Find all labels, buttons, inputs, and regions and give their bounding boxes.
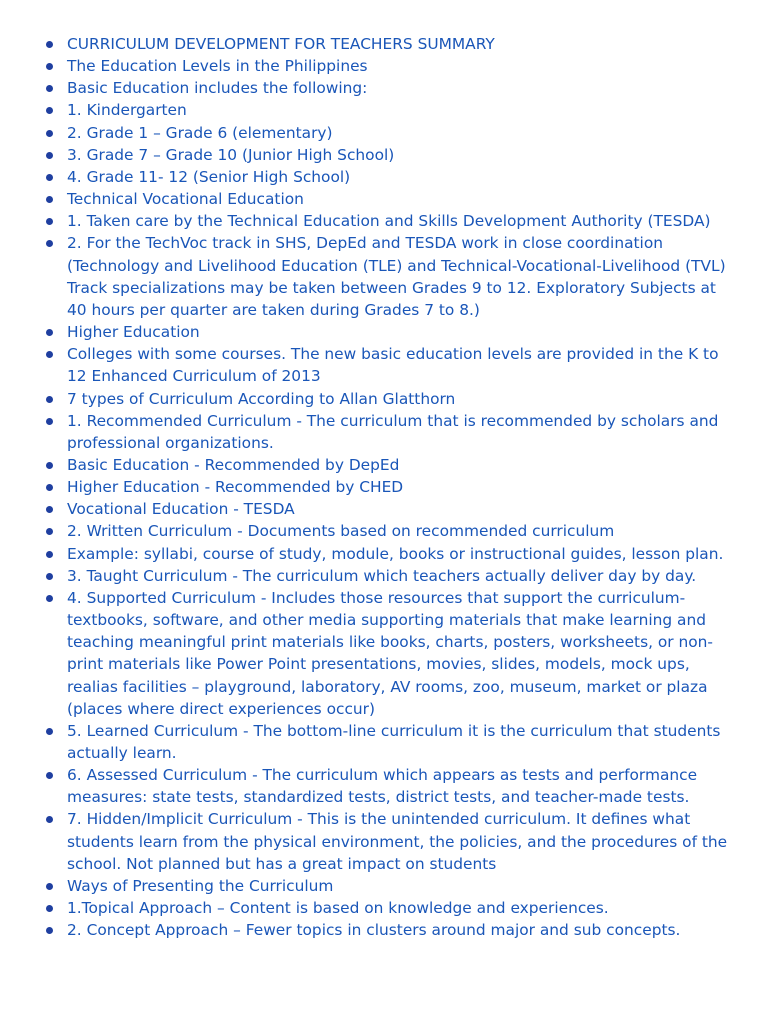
list-item-text: Higher Education xyxy=(67,323,200,342)
list-item-text: 1. Kindergarten xyxy=(67,101,187,120)
list-item xyxy=(0,232,768,321)
list-item-text: 7 types of Curriculum According to Allan Glatthorn xyxy=(67,389,456,408)
list-item xyxy=(0,77,768,99)
list-item-text: The Education Levels in the Philippines xyxy=(67,57,368,76)
list-item xyxy=(0,565,768,587)
bullet-dot-icon xyxy=(46,728,53,735)
list-item xyxy=(0,410,768,454)
bullet-dot-icon xyxy=(46,396,53,403)
list-item xyxy=(0,343,768,387)
list-item xyxy=(0,476,768,498)
bullet-dot-icon xyxy=(46,418,53,425)
list-item-text: 2. For the TechVoc track in SHS, DepEd and TESDA work in close coordination (Technology and Livelihood Education (TLE) and Technical-Vocational-Livelihood (TVL) Track specializations may be taken between Grades 9 to 12. Exploratory Subjects at 40 hours per quarter are taken during Grades 7 to 8.) xyxy=(67,234,726,319)
list-item-text: 5. Learned Curriculum - The bottom-line curriculum it is the curriculum that students actually learn. xyxy=(67,721,721,762)
list-item xyxy=(0,454,768,476)
list-item xyxy=(0,144,768,166)
list-item xyxy=(0,520,768,542)
bullet-dot-icon xyxy=(46,152,53,159)
bullet-dot-icon xyxy=(46,329,53,336)
bullet-dot-icon xyxy=(46,484,53,491)
list-item xyxy=(0,764,768,808)
bullet-dot-icon xyxy=(46,63,53,70)
bullet-dot-icon xyxy=(46,462,53,469)
list-item-text: 1. Taken care by the Technical Education and Skills Development Authority (TESDA) xyxy=(67,212,711,231)
list-item xyxy=(0,720,768,764)
list-item-text: Example: syllabi, course of study, module, books or instructional guides, lesson plan. xyxy=(67,544,724,563)
list-item-text: Basic Education includes the following: xyxy=(67,79,368,98)
bullet-dot-icon xyxy=(46,816,53,823)
bullet-dot-icon xyxy=(46,41,53,48)
bullet-dot-icon xyxy=(46,573,53,580)
bullet-dot-icon xyxy=(46,551,53,558)
list-item-text: Ways of Presenting the Curriculum xyxy=(67,876,334,895)
list-item-text: 2. Concept Approach – Fewer topics in clusters around major and sub concepts. xyxy=(67,921,681,940)
list-item-text: 7. Hidden/Implicit Curriculum - This is the unintended curriculum. It defines what students learn from the physical environment, the policies, and the procedures of the school. Not planned but has a great impact on students xyxy=(67,810,728,873)
list-item xyxy=(0,33,768,55)
list-item xyxy=(0,919,768,941)
list-item xyxy=(0,543,768,565)
list-item xyxy=(0,188,768,210)
list-item xyxy=(0,166,768,188)
bullet-dot-icon xyxy=(46,595,53,602)
bullet-dot-icon xyxy=(46,174,53,181)
list-item-text: 3. Taught Curriculum - The curriculum which teachers actually deliver day by day. xyxy=(67,566,697,585)
list-item-text: 6. Assessed Curriculum - The curriculum which appears as tests and performance measures: state tests, standardized tests, district tests, and teacher-made tests. xyxy=(67,766,698,807)
bullet-dot-icon xyxy=(46,107,53,114)
bullet-list xyxy=(0,33,768,941)
list-item-text: Basic Education - Recommended by DepEd xyxy=(67,455,400,474)
bullet-dot-icon xyxy=(46,905,53,912)
list-item xyxy=(0,388,768,410)
bullet-dot-icon xyxy=(46,218,53,225)
bullet-dot-icon xyxy=(46,85,53,92)
list-item-text: CURRICULUM DEVELOPMENT FOR TEACHERS SUMMARY xyxy=(67,35,495,53)
list-item-text: Technical Vocational Education xyxy=(67,190,304,209)
bullet-dot-icon xyxy=(46,528,53,535)
list-item-text: 2. Written Curriculum - Documents based on recommended curriculum xyxy=(67,522,615,541)
bullet-dot-icon xyxy=(46,196,53,203)
list-item-text: 2. Grade 1 – Grade 6 (elementary) xyxy=(67,123,333,142)
list-item-text: Vocational Education - TESDA xyxy=(67,500,295,519)
list-item-text: 1.Topical Approach – Content is based on knowledge and experiences. xyxy=(67,899,609,918)
list-item xyxy=(0,875,768,897)
list-item-text: 4. Supported Curriculum - Includes those resources that support the curriculum- textbooks, software, and other media supporting materials that make learning and teaching meaningful print materials like books, charts, posters, worksheets, or non-print materials like Power Point presentations, movies, slides, models, mock ups, realias facilities – playground, laboratory, AV rooms, zoo, museum, market or plaza (places where direct experiences occur) xyxy=(67,588,713,718)
bullet-dot-icon xyxy=(46,130,53,137)
list-item-text: 3. Grade 7 – Grade 10 (Junior High School) xyxy=(67,145,395,164)
bullet-dot-icon xyxy=(46,883,53,890)
list-item xyxy=(0,321,768,343)
bullet-dot-icon xyxy=(46,351,53,358)
list-item xyxy=(0,122,768,144)
list-item-text: Higher Education - Recommended by CHED xyxy=(67,478,404,497)
list-item-text: 4. Grade 11- 12 (Senior High School) xyxy=(67,167,351,186)
bullet-dot-icon xyxy=(46,240,53,247)
list-item xyxy=(0,897,768,919)
list-item xyxy=(0,55,768,77)
list-item xyxy=(0,498,768,520)
bullet-dot-icon xyxy=(46,506,53,513)
list-item-text: Colleges with some courses. The new basic education levels are provided in the K to 12 Enhanced Curriculum of 2013 xyxy=(67,345,719,386)
list-item xyxy=(0,587,768,720)
list-item xyxy=(0,808,768,874)
list-item xyxy=(0,99,768,121)
list-item-text: 1. Recommended Curriculum - The curriculum that is recommended by scholars and professional organizations. xyxy=(67,411,719,452)
list-item xyxy=(0,210,768,232)
bullet-dot-icon xyxy=(46,772,53,779)
bullet-dot-icon xyxy=(46,927,53,934)
